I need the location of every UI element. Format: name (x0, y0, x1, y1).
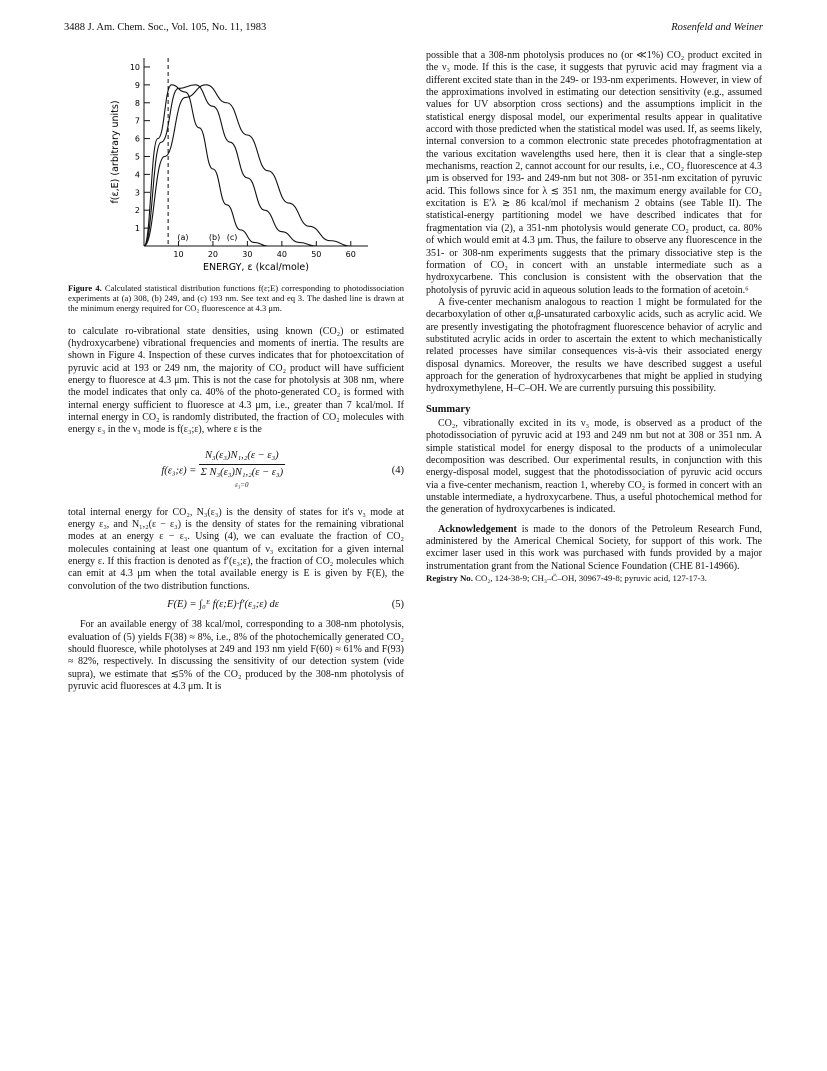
paragraph: to calculate ro-vibrational state densities, using known (CO₂) or estimated (hydroxycarbene) vibrational frequencies and moments of inertia. The results are shown in Figure 4. Inspection of these curves indicates that for photoexcitation of pyruvic acid at 193 or 249 nm, the majority of CO₂ product will have sufficient energy to fluoresce at 4.3 μm. This is not the case for photolysis at 308 nm, where the model indicates that only ca. 40% of the photo-generated CO₂ is formed with internal energy sufficient to fluoresce at 4.3 μm, i.e., greater than 7 kcal/mol. If internal energy in CO₂ is randomly distributed, the fraction of CO₂ molecules with energy ε₃ in the ν₃ mode is f(ε₃;ε), where ε is the (68, 325, 404, 436)
x-tick-label: 30 (242, 250, 253, 259)
figure-4 (68, 50, 404, 279)
y-tick-label: 8 (134, 98, 140, 108)
x-tick-label: 60 (345, 250, 356, 259)
y-tick-label: 5 (134, 152, 140, 162)
left-column (68, 50, 404, 694)
acknowledgement (426, 524, 762, 573)
eq4-denominator: Σ N₃(ε₃)N₁,₂(ε − ε₃) (200, 467, 284, 479)
caption-label: Figure 4. (68, 283, 102, 293)
x-axis-label: ENERGY, ε (kcal/mole) (203, 262, 309, 273)
ack-label: Acknowledgement (438, 523, 517, 535)
right-column (426, 50, 762, 584)
series-line-b (144, 85, 316, 246)
paragraph: A five-center mechanism analogous to reaction 1 might be formulated for the decarboxylation of other α,β-unsaturated carboxylic acids, such as acrylic acid. We are presently investigating the photofragment fluorescence behavior of acrylic and substituted acrylic acids in order to ascertain the extent to which mechanistically related processes have similar consequences vis-à-vis their associated energy disposal dynamics. Moreover, the results we have described suggest a useful approach for the generation of hydroxycarbenes that might be applied in studying hydroxymethylene, H–C–OH. We are currently pursuing this possibility. (426, 296, 762, 395)
y-tick-label: 9 (134, 80, 140, 90)
eq4-limit: ε₃=0 (235, 481, 249, 490)
distribution-chart (68, 50, 404, 279)
eq4-numerator: N₃(ε₃)N₁,₂(ε − ε₃) (199, 450, 285, 465)
summary-paragraph: CO₂, vibrationally excited in its ν₃ mode, is observed as a product of the photodissociation of pyruvic acid at 193 and 249 nm but not at 308 or 351 nm. A simple statistical model for energy disposal to the products of a unimolecular decomposition was described. Our experimental results, in conjunction with this energy-disposal model, suggest that the photodissociation of pyruvic acid occurs via a five-center mechanism, reaction 1, whereby CO₂ is formed in concert with an unstable intermediate, a hydroxycarbene. Thus, a useful photochemical method for the generation of hydroxycarbenes is indicated. (426, 417, 762, 516)
x-tick-label: 20 (207, 250, 219, 259)
x-tick-label: 50 (311, 250, 322, 259)
registry-label: Registry No. (426, 573, 473, 584)
series-label: (c) (226, 233, 238, 242)
equation-5 (68, 599, 404, 611)
series-line-c (144, 85, 351, 246)
y-axis-label: f(ε,E) (arbitrary units) (110, 100, 121, 204)
series-line-a (144, 85, 268, 246)
y-tick-label: 7 (134, 116, 140, 126)
running-header-journal: 3488 J. Am. Chem. Soc., Vol. 105, No. 11, 1983 (64, 22, 267, 33)
paragraph: For an available energy of 38 kcal/mol, corresponding to a 308-nm photolysis, evaluation of (5) yields F(38) ≈ 8%, i.e., 8% of the photochemically generated CO₂ should fluoresce, while photolyses at 249 and 193 nm yield F(60) ≈ 61% and F(93) ≈ 82%, respectively. In discussing the sensitivity of our detection system (vide supra), we estimate that ≲5% of the CO₂ produced by the 308-nm photolysis of pyruvic acid fluoresces at 4.3 μm. It is (68, 619, 404, 693)
x-tick-label: 40 (276, 250, 287, 259)
y-tick-label: 6 (134, 134, 140, 144)
registry-numbers (426, 573, 762, 584)
registry-text: CO₂, 124-38-9; CH₃–C̈–OH, 30967-49-8; pyruvic acid, 127-17-3. (472, 573, 707, 584)
section-heading-summary: Summary (426, 403, 471, 415)
y-tick-label: 10 (129, 62, 140, 72)
x-tick-label: 10 (173, 250, 184, 259)
equation-4 (68, 443, 404, 499)
eq4-number: (4) (391, 464, 404, 476)
series-label: (b) (208, 233, 221, 242)
eq5-expression: F(E) = ∫₀ᴱ f(ε;E)·f′(ε₃;ε) dε (167, 599, 279, 611)
eq4-lhs: f(ε₃;ε) = (161, 465, 197, 477)
y-tick-label: 2 (134, 206, 140, 216)
paragraph: total internal energy for CO₂, N₃(ε₃) is the density of states for it's ν₃ mode at energy ε₃, and N₁,₂(ε − ε₃) is the density of states for the remaining vibrational modes at an energy ε − ε₃. Using (4), we can evaluate the fraction of CO₂ molecules containing at least one quantum of ν₃ excitation for a given internal energy ε. If this fraction is denoted as f′(ε₃;ε), the fraction of CO₂ molecules which can emit at 4.3 μm when the total available energy is E is given by F(E), the convolution of the two distribution functions. (68, 506, 404, 592)
y-tick-label: 1 (134, 224, 140, 234)
eq4-fraction (199, 450, 285, 492)
ack-text: is made to the donors of the Petroleum Research Fund, administered by the Americal Chemical Society, for support of this work. The excimer laser used in this work was purchased with funds provided by a major instrumentation grant from the National Science Foundation (CHE 81-14966). (426, 523, 762, 572)
figure-caption (68, 283, 404, 314)
y-tick-label: 3 (134, 188, 140, 198)
running-header-authors: Rosenfeld and Weiner (671, 22, 763, 33)
caption-text: Calculated statistical distribution functions f(ε;E) corresponding to photodissociation experiments at (a) 308, (b) 249, and (c) 193 nm. See text and eq 3. The dashed line is drawn at the minimum energy required for CO₂ fluorescence at 4.3 μm. (68, 283, 404, 314)
paragraph: possible that a 308-nm photolysis produces no (or ≪1%) CO₂ product excited in the ν₃ mode. If this is the case, it suggests that pyruvic acid may fragment via a different excited state than in the 249- or 193-nm experiments. However, in view of the approximations involved in estimating our detection sensitivity (e.g., assumed values for UV absorption cross sections) and the assumptions implicit in the statistical energy disposal model, our experimental results appear in qualitative accord with those predicted when the statistical model was used. If, as seems likely, internal conversion to a common electronic state precedes photofragmentation at the various excitation wavelengths used here, then it is clear that a single-step mechanisms, reaction 2, cannot account for our results, i.e., CO₂ fluorescence at 4.3 μm is observed for 193- and 249-nm but not 308- or 351-nm excitation of pyruvic acid. This follows since for λ ≲ 351 nm, the maximum energy available for CO₂ excitation is E′λ ≳ 86 kcal/mol if mechanism 2 obtains (see Table II). The statistical-energy partitioning model we have described indicates that for fragmentation via (2), a 351-nm photolysis would generate CO₂ product, ca. 80% of which would emit at 4.3 μm. Thus, the failure to observe any fluorescence in the 351- or 308-nm experiments suggests that the primary dissociative step is the formation of CO₂ in concert with an unstable intermediate such as a hydroxycarbene. This conclusion is consistent with the observation that the photolysis of pyruvic acid in aqueous solution leads to the formation of acetoin.⁶ (426, 50, 762, 296)
y-tick-label: 4 (134, 170, 140, 180)
series-label: (a) (177, 233, 189, 242)
eq5-number: (5) (391, 599, 404, 611)
